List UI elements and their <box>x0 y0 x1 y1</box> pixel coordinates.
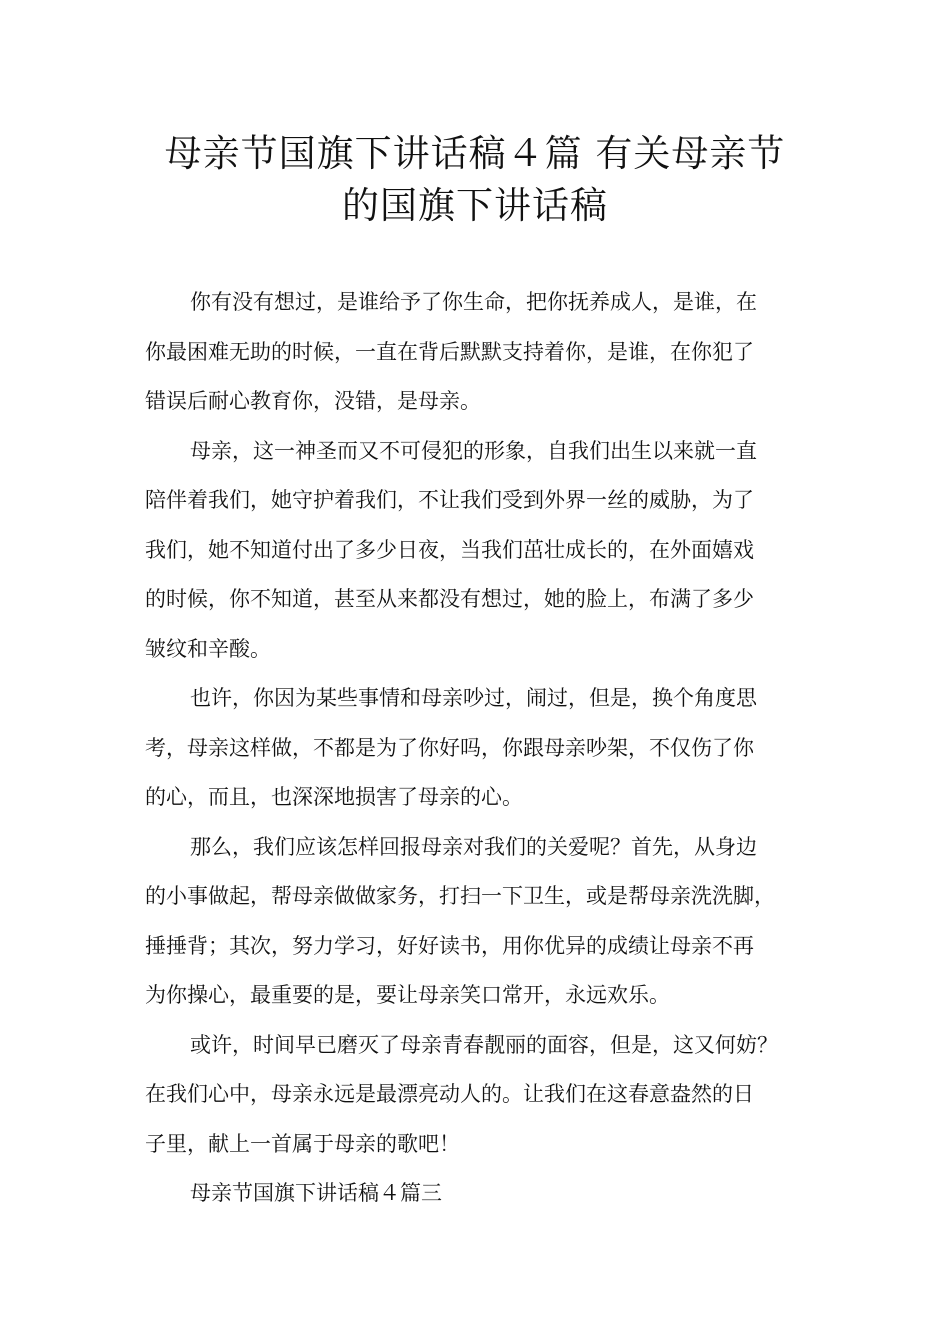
title-line-1: 母亲节国旗下讲话稿４篇 有关母亲节 <box>164 132 786 175</box>
paragraph-line: 陪伴着我们，她守护着我们，不让我们受到外界一丝的威胁，为了 <box>145 488 754 512</box>
paragraph-line: 捶捶背；其次，努力学习，好好读书，用你优异的成绩让母亲不再 <box>145 933 754 958</box>
paragraph-line: 错误后耐心教育你，没错，是母亲。 <box>145 389 481 413</box>
paragraph-line: 我们，她不知道付出了多少日夜，当我们茁壮成长的，在外面嬉戏 <box>145 537 754 562</box>
paragraph-line: 或许，时间早已磨灭了母亲青春靓丽的面容，但是，这又何妨？ <box>190 1032 778 1057</box>
paragraph-3 <box>145 674 835 823</box>
paragraph-line: 子里，献上一首属于母亲的歌吧！ <box>145 1131 460 1156</box>
document-title <box>100 128 850 232</box>
paragraph-line: 考，母亲这样做，不都是为了你好吗，你跟母亲吵架，不仅伤了你 <box>145 735 754 760</box>
document-body <box>145 278 835 1219</box>
title-line-2: 的国旗下讲话稿 <box>342 184 608 227</box>
paragraph-line: 的心，而且，也深深地损害了母亲的心。 <box>145 785 523 809</box>
paragraph-line: 为你操心，最重要的是，要让母亲笑口常开，永远欢乐。 <box>145 983 670 1007</box>
paragraph-line: 你有没有想过，是谁给予了你生命，把你抚养成人，是谁，在 <box>190 290 757 314</box>
paragraph-line: 也许，你因为某些事情和母亲吵过，闹过，但是，换个角度思 <box>190 686 757 710</box>
paragraph-5 <box>145 1021 835 1170</box>
paragraph-line: 母亲，这一神圣而又不可侵犯的形象，自我们出生以来就一直 <box>190 438 757 463</box>
paragraph-1 <box>145 278 835 427</box>
paragraph-line: 那么，我们应该怎样回报母亲对我们的关爱呢？首先，从身边 <box>190 834 757 859</box>
paragraph-line: 在我们心中，母亲永远是最漂亮动人的。让我们在这春意盎然的日 <box>145 1082 754 1106</box>
paragraph-line: 你最困难无助的时候，一直在背后默默支持着你，是谁，在你犯了 <box>145 339 754 364</box>
section-subheading: 母亲节国旗下讲话稿４篇三 <box>190 1181 442 1205</box>
paragraph-line: 的小事做起，帮母亲做做家务，打扫一下卫生，或是帮母亲洗洗脚， <box>145 884 775 908</box>
paragraph-4 <box>145 823 835 1021</box>
paragraph-line: 皱纹和辛酸。 <box>145 636 271 661</box>
paragraph-2 <box>145 427 835 675</box>
paragraph-line: 的时候，你不知道，甚至从来都没有想过，她的脸上，布满了多少 <box>145 587 754 611</box>
